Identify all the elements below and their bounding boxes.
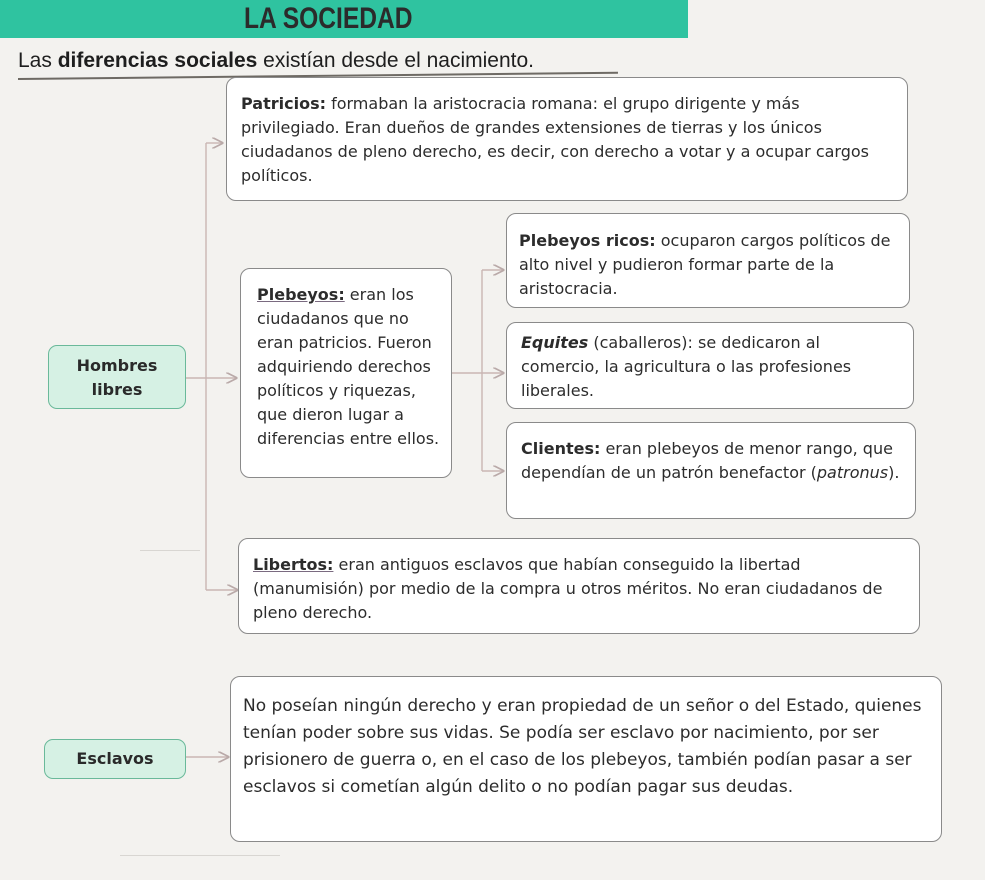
- plebeyos-text: eran los ciudadanos que no eran patricios. Fueron adquiriendo derechos políticos y riquezas, que dieron lugar a diferencias entre ellos.: [257, 285, 440, 448]
- equites-term: Equites: [521, 333, 589, 352]
- patricios-box: [226, 77, 908, 201]
- clientes-term: Clientes:: [521, 439, 601, 458]
- clientes-box: [506, 422, 916, 519]
- clientes-end: ).: [888, 463, 900, 482]
- intro-post: existían desde el nacimiento.: [257, 49, 534, 72]
- equites-box: [506, 322, 914, 409]
- libertos-text: eran antiguos esclavos que habían conseguido la libertad (manumisión) por medio de la compra u otros méritos. No eran ciudadanos de pleno derecho.: [253, 555, 883, 622]
- plebeyos-ricos-text: ocuparon cargos políticos de alto nivel y pudieron formar parte de la aristocracia.: [519, 231, 891, 298]
- plebeyos-term: Plebeyos:: [257, 285, 345, 304]
- clientes-text: eran plebeyos de menor rango, que dependían de un patrón benefactor (: [521, 439, 893, 482]
- page-title: LA SOCIEDAD: [244, 2, 413, 35]
- intro-pre: Las: [18, 49, 58, 72]
- hombres-libres-line2: libres: [91, 380, 143, 399]
- libertos-box: [238, 538, 920, 634]
- esclavos-label: Esclavos: [76, 749, 154, 768]
- esclavos-desc-box: [230, 676, 942, 842]
- plebeyos-ricos-term: Plebeyos ricos:: [519, 231, 656, 250]
- esclavos-box: [44, 739, 186, 779]
- plebeyos-box: [240, 268, 452, 478]
- libertos-term: Libertos:: [253, 555, 334, 574]
- hombres-libres-line1: Hombres: [76, 356, 158, 375]
- intro-bold: diferencias sociales: [57, 49, 258, 72]
- plebeyos-ricos-box: [506, 213, 910, 308]
- hombres-libres-box: [48, 345, 186, 409]
- patricios-term: Patricios:: [241, 94, 326, 113]
- patricios-text: formaban la aristocracia romana: el grupo dirigente y más privilegiado. Eran dueños de grandes extensiones de tierras y los únicos ciudadanos de pleno derecho, es decir, con derecho a votar y a ocupar cargos políticos.: [241, 94, 869, 185]
- esclavos-desc-text: No poseían ningún derecho y eran propiedad de un señor o del Estado, quienes tenían poder sobre sus vidas. Se podía ser esclavo por nacimiento, por ser prisionero de guerra o, en el caso de los plebeyos, también podían pasar a ser esclavos si cometían algún delito o no podían pagar sus deudas.: [243, 696, 922, 797]
- clientes-italic: patronus: [816, 463, 889, 482]
- equites-text: (caballeros): se dedicaron al comercio, la agricultura o las profesiones liberales.: [521, 333, 852, 400]
